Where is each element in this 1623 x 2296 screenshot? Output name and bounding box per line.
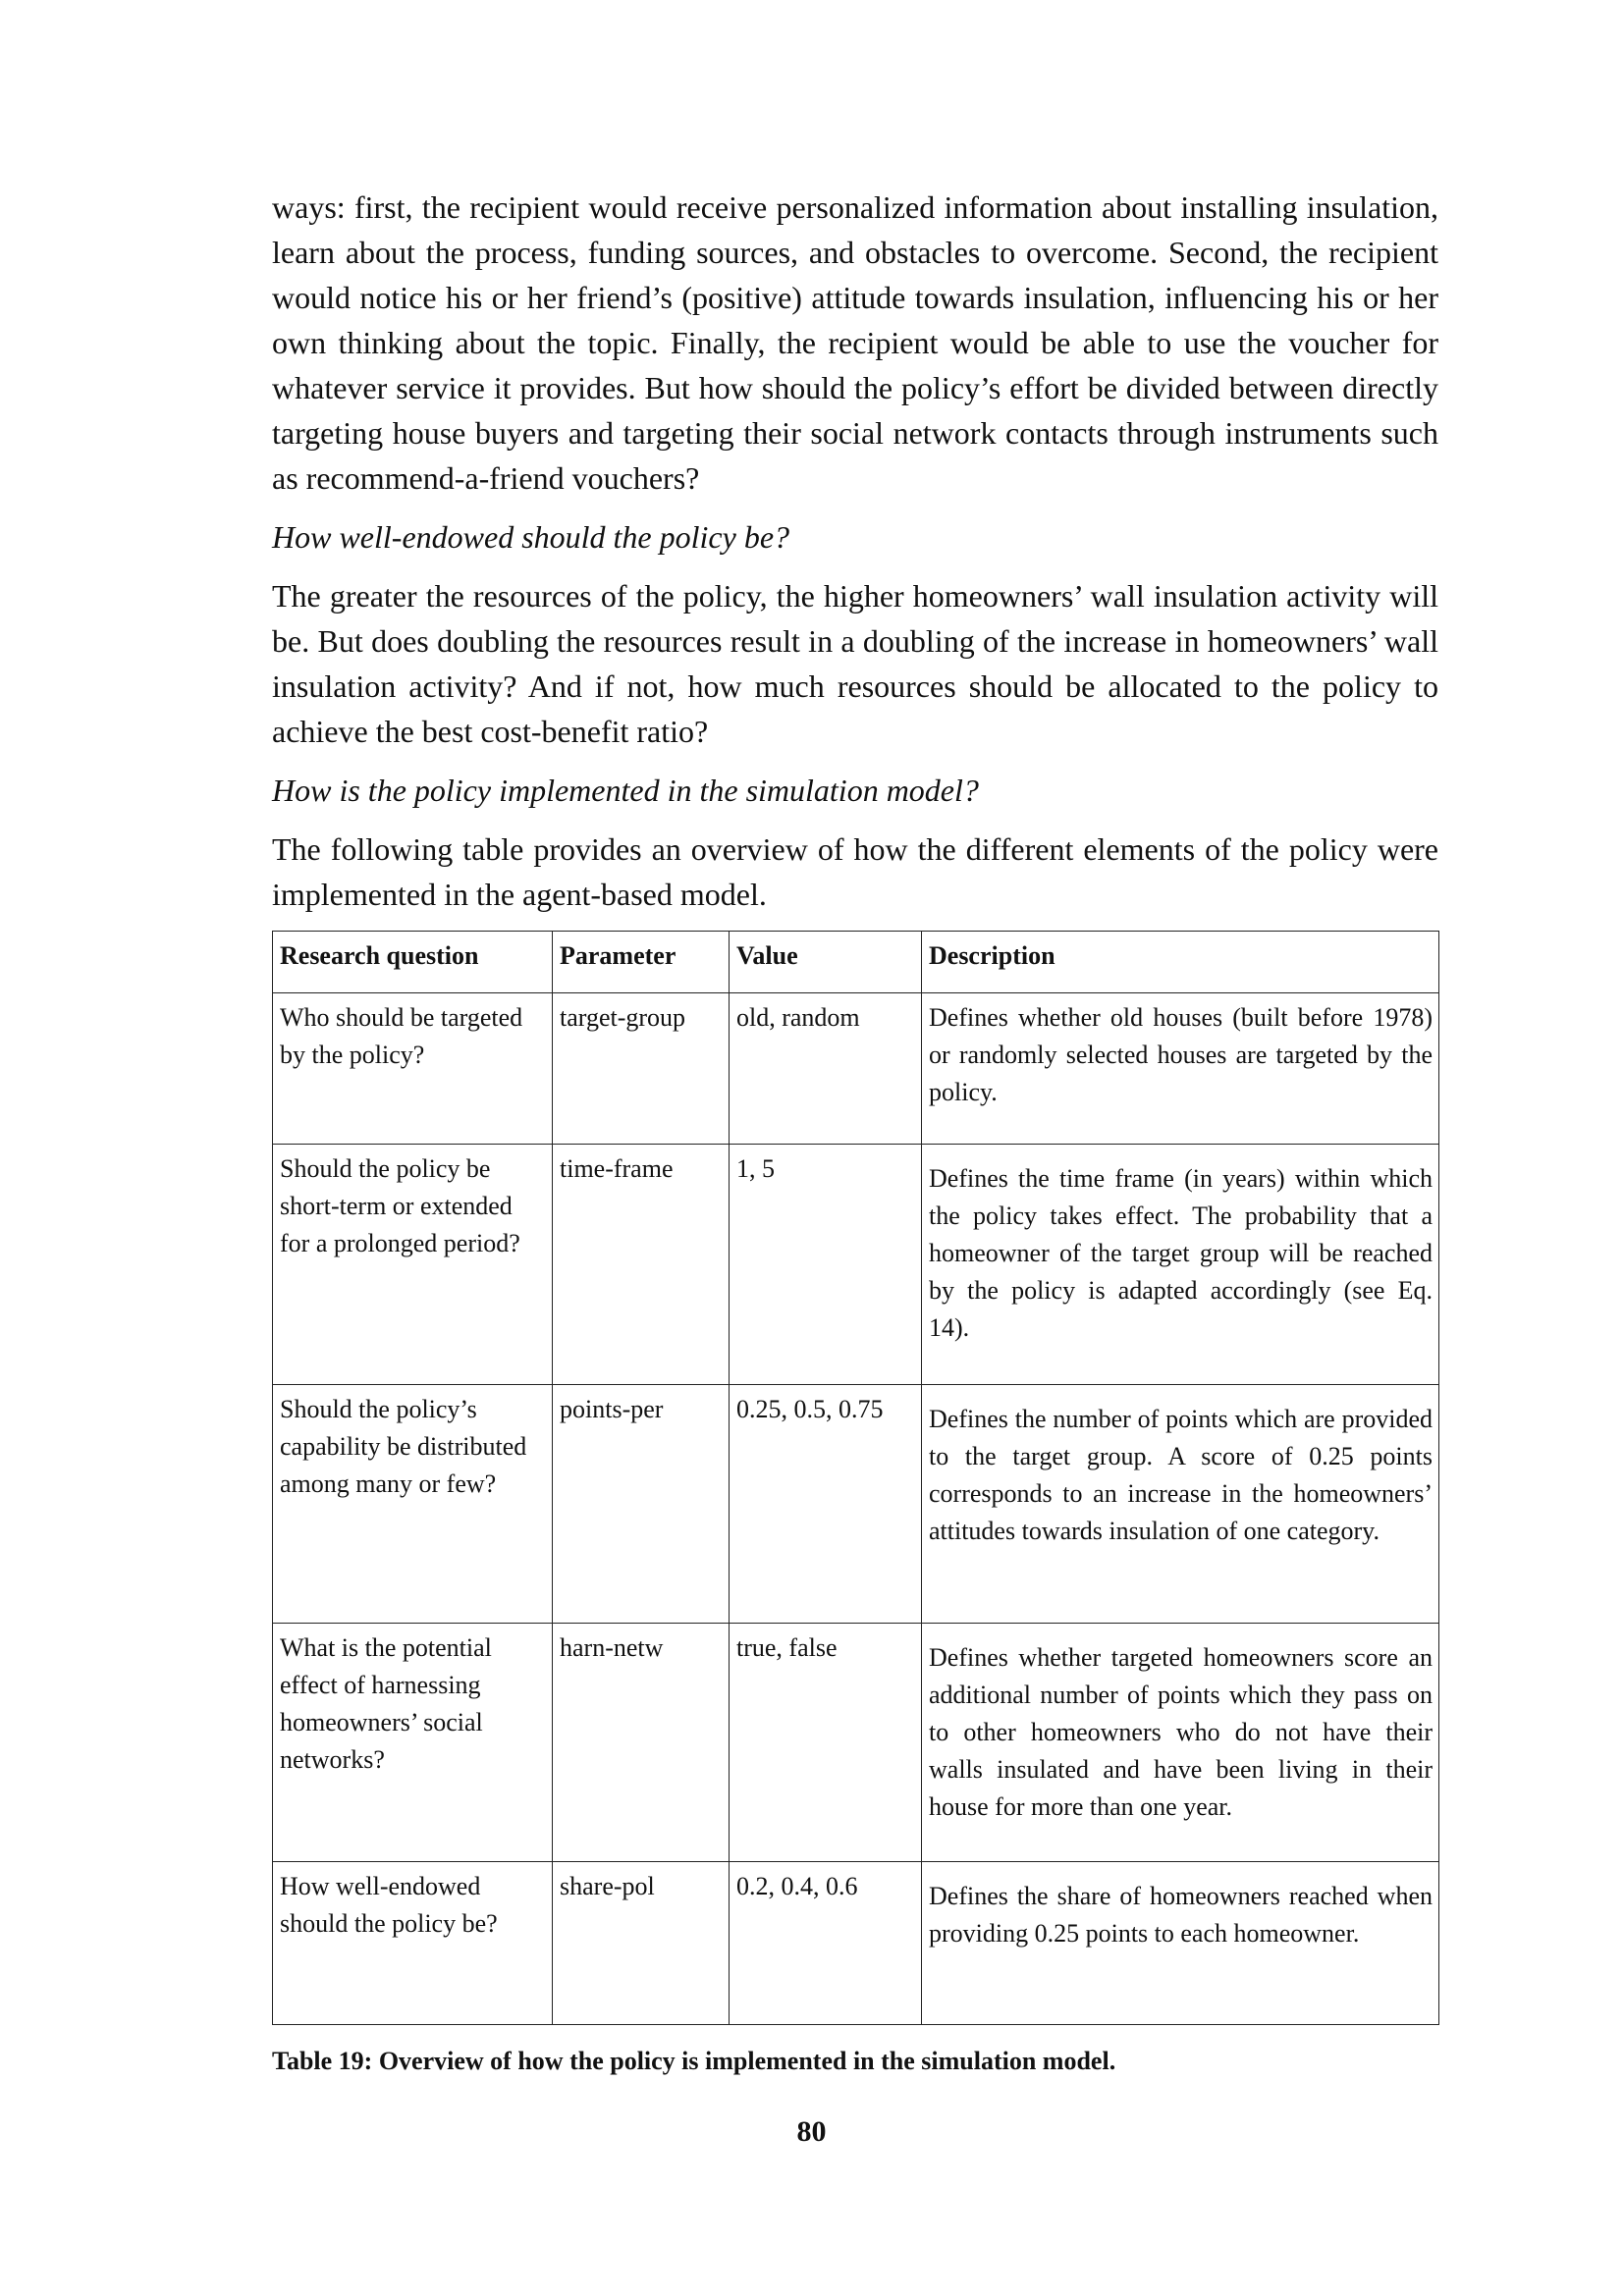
table-row: [273, 1385, 1439, 1624]
cell-question: How well-endowed should the policy be?: [273, 1862, 553, 2025]
cell-parameter: harn-netw: [553, 1624, 730, 1862]
cell-question: Should the policy be short-term or extended for a prolonged period?: [273, 1145, 553, 1385]
cell-parameter: points-per: [553, 1385, 730, 1624]
cell-parameter: time-frame: [553, 1145, 730, 1385]
cell-value: 0.2, 0.4, 0.6: [730, 1862, 922, 2025]
page-content: [272, 185, 1438, 2080]
intro-paragraph: ways: first, the recipient would receive personalized information about installing insulation, learn about the process, funding sources, and obstacles to overcome. Second, the recipient would notice his or her friend’s (positive) attitude towards insulation, influencing his or her own thinking about the topic. Finally, the recipient would be able to use the voucher for whatever service it provides. But how should the policy’s effort be divided between directly targeting house buyers and targeting their social network contacts through instruments such as recommend-a-friend vouchers?: [272, 189, 1438, 496]
implementation-heading: How is the policy implemented in the simulation model?: [272, 773, 979, 808]
table-row: [273, 993, 1439, 1145]
cell-value: 1, 5: [730, 1145, 922, 1385]
table-caption: Table 19: Overview of how the policy is implemented in the simulation model.: [272, 2047, 1116, 2075]
cell-question: Should the policy’s capability be distributed among many or few?: [273, 1385, 553, 1624]
policy-implementation-table: [272, 931, 1439, 2025]
cell-value: 0.25, 0.5, 0.75: [730, 1385, 922, 1624]
cell-description: Defines the number of points which are provided to the target group. A score of 0.25 points corresponds to an increase in the homeowners’ attitudes towards insulation of one category.: [922, 1385, 1439, 1624]
implementation-paragraph: The following table provides an overview of how the different elements of the policy were implemented in the agent-based model.: [272, 831, 1438, 912]
cell-description: Defines whether old houses (built before 1978) or randomly selected houses are targeted by the policy.: [922, 993, 1439, 1145]
table-header-row: [273, 932, 1439, 993]
header-research-question: Research question: [273, 932, 553, 993]
cell-description: Defines the time frame (in years) within which the policy takes effect. The probability that a homeowner of the target group will be reached by the policy is adapted accordingly (see Eq. 14).: [922, 1145, 1439, 1385]
cell-parameter: share-pol: [553, 1862, 730, 2025]
cell-description: Defines the share of homeowners reached when providing 0.25 points to each homeowner.: [922, 1862, 1439, 2025]
cell-question: What is the potential effect of harnessing homeowners’ social networks?: [273, 1624, 553, 1862]
table-row: [273, 1862, 1439, 2025]
header-description: Description: [922, 932, 1439, 993]
cell-question: Who should be targeted by the policy?: [273, 993, 553, 1145]
endowment-paragraph: The greater the resources of the policy, the higher homeowners’ wall insulation activity will be. But does doubling the resources result in a doubling of the increase in homeowners’ wall insulation activity? And if not, how much resources should be allocated to the policy to achieve the best cost-benefit ratio?: [272, 578, 1438, 749]
header-value: Value: [730, 932, 922, 993]
cell-value: true, false: [730, 1624, 922, 1862]
cell-parameter: target-group: [553, 993, 730, 1145]
endowment-heading: How well-endowed should the policy be?: [272, 519, 790, 555]
table-row: [273, 1624, 1439, 1862]
table-row: [273, 1145, 1439, 1385]
page-number: 80: [796, 2115, 827, 2148]
cell-description: Defines whether targeted homeowners score an additional number of points which they pass on to other homeowners who do not have their walls insulated and have been living in their house for more than one year.: [922, 1624, 1439, 1862]
policy-table-wrapper: [272, 931, 1438, 2025]
cell-value: old, random: [730, 993, 922, 1145]
header-parameter: Parameter: [553, 932, 730, 993]
